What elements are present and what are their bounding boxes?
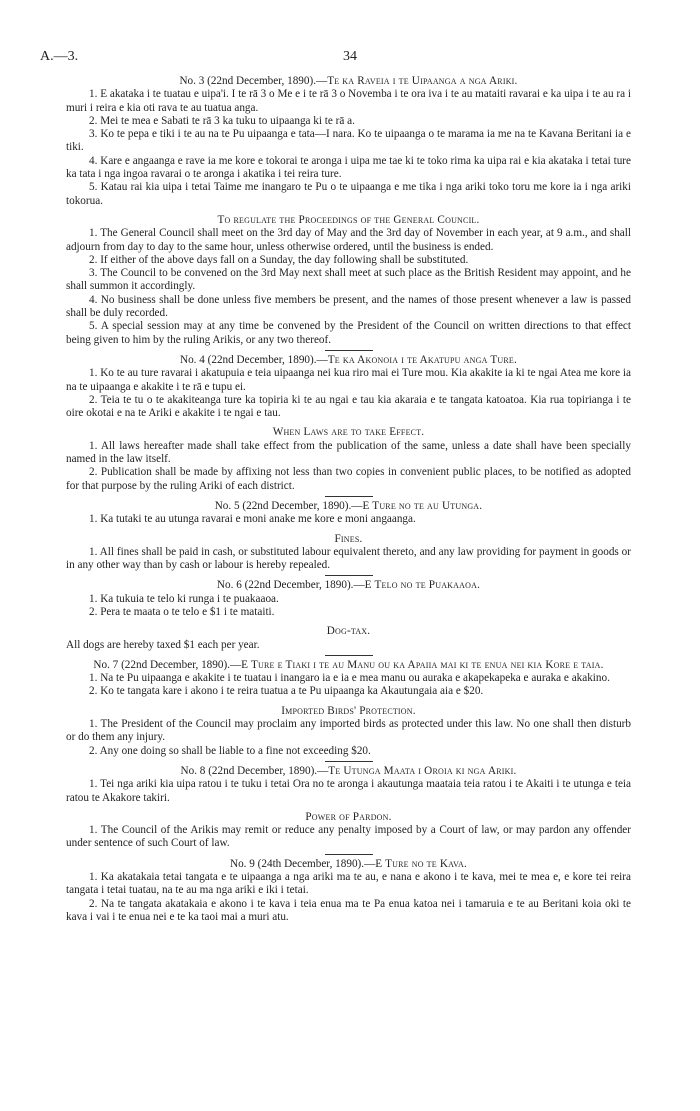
paragraph: 1. Ka tutaki te au utunga ravarai e moni anake me kore e moni angaanga. — [89, 513, 416, 526]
act-title: E Ture e Tiaki i te au Manu ou ka Apaiia mai ki te enua nei kia Kore e taia. — [241, 658, 604, 671]
act-title: E Ture no te au Utunga. — [362, 499, 483, 512]
english-title: Fines. — [334, 532, 363, 545]
act-title: Te ka Raveia i te Uipaanga a nga Ariki. — [327, 75, 518, 87]
section-heading — [66, 659, 631, 672]
act-title: Te Utunga Maata i Oroia ki nga Ariki. — [328, 764, 517, 777]
english-title: Power of Pardon. — [305, 810, 392, 823]
document-reference: A.—3. — [40, 49, 79, 64]
paragraph: 2. Na te tangata akatakaia e akono i te kava i teia enua ma te Pa enua katoa nei i tamaruia e te au Beritani koia oki te kava i vai i te enua nei e te ka taoi mai a muri atu. — [66, 897, 631, 923]
english-heading — [66, 705, 631, 718]
act-number: No. 8 (22nd December, 1890).— — [180, 764, 329, 777]
paragraph: 1. E akataka i te tuatau e uipa'i. I te rā 3 o Me e i te rā 3 o Novemba i te ora iva i te au mataiti ravarai e ka uipa i te au ra i muri i reira e kia oti rava te au tuatua anga. — [66, 88, 631, 114]
english-heading — [66, 214, 631, 227]
paragraph: All dogs are hereby taxed $1 each per year. — [66, 638, 260, 651]
document-body — [66, 75, 631, 924]
english-title: When Laws are to take Effect. — [272, 426, 425, 439]
section-divider — [325, 655, 373, 656]
english-title: Imported Birds' Protection. — [281, 704, 416, 717]
paragraph: 3. The Council to be convened on the 3rd May next shall meet at such place as the British Resident may appoint, and he shall summon it accordingly. — [66, 267, 631, 293]
paragraph: 2. Ko te tangata kare i akono i te reira tuatua a te Pu uipaanga ka Akautungaia aia e $20. — [89, 685, 484, 698]
english-heading — [66, 533, 631, 546]
act-number: No. 9 (24th December, 1890).— — [230, 857, 376, 870]
paragraph: 1. Ka akatakaia tetai tangata e te uipaanga a nga ariki ma te au, e nana e akono i te kava, mei te mea e, e kore tei reira tangata i tetai tuatau, na te au ma nga ariki e iki i tetai. — [66, 871, 631, 897]
section-heading — [66, 500, 631, 513]
section-heading — [66, 75, 631, 88]
english-heading — [66, 811, 631, 824]
section-heading — [66, 765, 631, 778]
paragraph: 1. All fines shall be paid in cash, or substituted labour equivalent thereto, and any law providing for payment in goods or in any other way than by cash or labour is hereby repealed. — [66, 545, 631, 572]
english-title: Dog-tax. — [326, 625, 371, 638]
paragraph: 2. Publication shall be made by affixing not less than two copies in convenient public places, to be notified as adopted for that purpose by the ruling Ariki of each district. — [66, 466, 631, 492]
paragraph: 4. Kare e angaanga e rave ia me kore e tokorai te aronga i uipa me tae ki te toko rima ka uipa rai e kia akataka i tetai ture ka tata i nga ingoa ravarai o te aronga i akatika i tei reira ture. — [66, 154, 631, 181]
act-title: E Telo no te Puakaaoa. — [364, 579, 481, 592]
english-heading — [66, 426, 631, 439]
section-heading — [66, 579, 631, 592]
paragraph: 2. Mei te mea e Sabati te rā 3 ka tuku to uipaanga ki te rā a. — [89, 114, 355, 127]
paragraph: 4. No business shall be done unless five members be present, and the names of those present whenever a law is passed shall be duly recorded. — [66, 293, 631, 320]
section-divider — [325, 854, 373, 855]
paragraph: 1. All laws hereafter made shall take effect from the publication of the same, unless a date shall have been specially named in the law itself. — [66, 439, 631, 466]
paragraph: 1. Tei nga ariki kia uipa ratou i te tuku i tetai Ora no te aronga i akautunga maataia teia ratou i te Akaiti i te utunga e teia ratou te Akakore takiri. — [66, 778, 631, 804]
paragraph: 2. Any one doing so shall be liable to a fine not exceeding $20. — [89, 744, 371, 757]
paragraph: 1. The President of the Council may proclaim any imported birds as protected under this law. No one shall then disturb or do them any injury. — [66, 718, 631, 744]
paragraph: 1. The General Council shall meet on the 3rd day of May and the 3rd day of November in each year, at 9 a.m., and shall adjourn from day to day to the same hour, unless otherwise ordered, until the business is ended. — [66, 227, 631, 253]
paragraph: 1. Na te Pu uipaanga e akakite i te tuatau i inangaro ia e ia e mea manu ou auraka e akapekapeka e auraka e akakino. — [89, 672, 610, 685]
act-number: No. 3 (22nd December, 1890).— — [179, 75, 328, 87]
english-heading — [66, 625, 631, 638]
paragraph: 1. The Council of the Arikis may remit or reduce any penalty imposed by a Court of law, or may pardon any offender under sentence of such Court of law. — [66, 824, 631, 850]
english-title: To regulate the Proceedings of the General Council. — [217, 213, 480, 226]
page-number: 34 — [343, 49, 357, 64]
act-number: No. 5 (22nd December, 1890).— — [214, 499, 363, 512]
section-divider — [325, 761, 373, 762]
paragraph: 2. Teia te tu o te akakiteanga ture ka topiria ki te au ngai e tau kia akaraia e te tangata katoatoa. Kia rua topirianga i te oire okotai e na te Ariki e akakite i te ngai e tau. — [66, 393, 631, 420]
section-divider — [325, 496, 373, 497]
paragraph: 2. If either of the above days fall on a Sunday, the day following shall be substituted. — [89, 253, 469, 266]
paragraph: 1. Ko te au ture ravarai i akatupuia e teia uipaanga nei kua riro mai ei Ture mou. Kia akakite ia ki te ngai Atea me kore ia na te uipaanga e akakite i te rā e tupu ei. — [66, 367, 631, 393]
act-number: No. 6 (22nd December, 1890).— — [216, 579, 365, 592]
section-heading — [66, 858, 631, 871]
paragraph: 2. Pera te maata o te telo e $1 i te mataiti. — [89, 605, 275, 618]
act-title: E Ture no te Kava. — [375, 857, 467, 870]
paragraph: 5. A special session may at any time be convened by the President of the Council on written directions to that effect being given to him by the ruling Arikis, or any two thereof. — [66, 320, 631, 346]
section-divider — [325, 575, 373, 576]
paragraph: 3. Ko te pepa e tiki i te au na te Pu uipaanga e tata—I nara. Ko te uipaanga o te marama ia me na te Kavana Beritani ia e tiki. — [66, 128, 631, 154]
act-title: Te ka Akonoia i te Akatupu anga Ture. — [327, 353, 517, 366]
act-number: No. 4 (22nd December, 1890).— — [179, 353, 328, 366]
paragraph: 5. Katau rai kia uipa i tetai Taime me inangaro te Pu o te uipaanga e me tika i nga ariki toko toru me kore ia i nga ariki tokorua. — [66, 181, 631, 207]
paragraph: 1. Ka tukuia te telo ki runga i te puakaaoa. — [89, 592, 279, 605]
act-number: No. 7 (22nd December, 1890).— — [93, 658, 242, 671]
section-heading — [66, 354, 631, 367]
section-divider — [325, 350, 373, 351]
